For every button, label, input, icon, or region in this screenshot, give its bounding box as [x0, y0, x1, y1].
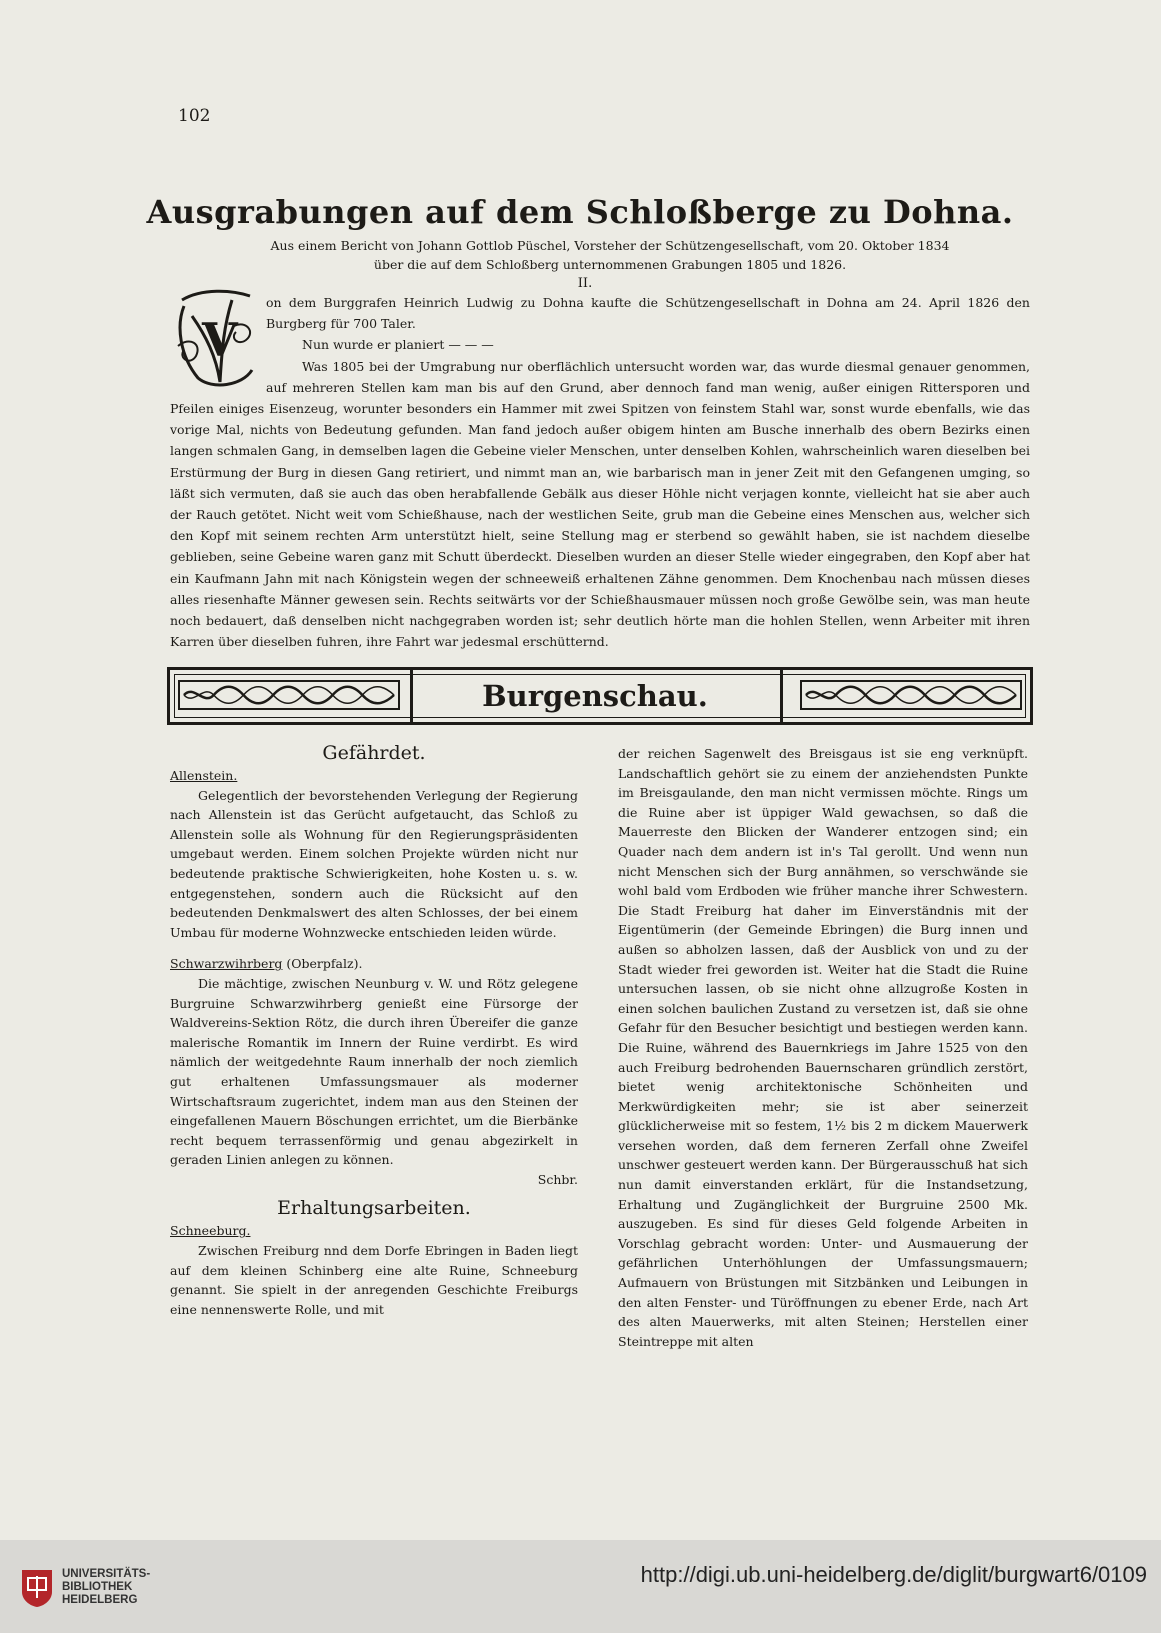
subtitle-line-1: Aus einem Bericht von Johann Gottlob Püschel, Vorsteher der Schützengesellschaft, vom 20. Oktober 1834: [270, 238, 950, 253]
ornamental-initial-icon: [172, 286, 258, 390]
paragraph: on dem Burggrafen Heinrich Ludwig zu Dohna kaufte die Schützengesellschaft in Dohna am 24. April 1826 den Burgberg für 700 Taler.: [266, 295, 1030, 332]
viewer-footer: [0, 1540, 1161, 1633]
article-subtitle: [180, 236, 1040, 274]
source-url-link[interactable]: http://digi.ub.uni-heidelberg.de/diglit/burgwart6/0109: [640, 1562, 1147, 1587]
library-name[interactable]: [62, 1568, 150, 1607]
banner-divider: [410, 670, 413, 722]
scroll-ornament-icon: [178, 680, 400, 710]
university-seal-icon[interactable]: [20, 1568, 54, 1608]
article-title: Ausgrabungen auf dem Schloßberge zu Dohna.: [146, 193, 1014, 231]
library-line: UNIVERSITÄTS-: [62, 1568, 151, 1580]
section-heading-erhaltungsarbeiten: Erhaltungsarbeiten.: [277, 1197, 471, 1220]
library-line: HEIDELBERG: [62, 1594, 138, 1606]
paragraph: Was 1805 bei der Umgrabung nur oberflächlich untersucht worden war, das wurde diesmal genauer genommen, auf mehreren Stellen kam man bis auf den Grund, aber dennoch fand man wenig, außer einigen Rittersporen und Pfeilen einiges Eisenzeug, worunter besonders ein Hammer mit zwei Spitzen von feinstem Stahl war, sonst wurde ebenfalls, wie das vorige Mal, nichts von Bedeutung gefunden. Man fand jedoch außer obigem hinten am Busche innerhalb des obern Bezirks einen langen schmalen Gang, in demselben lagen die Gebeine vieler Menschen, unter denselben Kohlen, wahrscheinlich waren dieselben bei Erstürmung der Burg in diesen Gang retiriert, und nimmt man an, wie barbarisch man in jener Zeit mit den Gefangenen umging, so läßt sich vermuten, daß sie auch das oben herabfallende Gebälk aus dieser Höhle nicht verjagen konnte, vielleicht hat sie aber auch der Rauch getötet. Nicht weit vom Schießhause, nach der westlichen Seite, grub man die Gebeine eines Menschen aus, welcher sich den Kopf mit seinem rechten Arm unterstützt hielt, seine Stellung mag er sterbend so gewählt haben, sie ist nachdem dieselbe geblieben, seine Gebeine waren ganz mit Schutt überdeckt. Dieselben wurden an dieser Stelle wieder eingegraben, den Kopf aber hat ein Kaufmann Jahn mit nach Königstein wegen der schneeweiß erhaltenen Zähne genommen. Dem Knochenbau nach müssen dieses alles riesenhafte Männer gewesen sein. Rechts seitwärts vor der Schießhausmauer müssen noch große Gewölbe sein, was man heute noch bedauert, daß denselben nicht nachgegraben worden ist; sehr deutlich hörte man die hohlen Stellen, wenn Arbeiter mit ihren Karren über dieselben fuhren, ihre Fahrt war jedesmal erschütternd.: [170, 358, 1030, 650]
article-body: [170, 292, 1030, 652]
paragraph: Gelegentlich der bevorstehenden Verlegung der Regierung nach Allenstein ist das Gerücht aufgetaucht, das Schloß zu Allenstein solle als Wohnung für den Regierungspräsidenten umgebaut werden. Einem solchen Projekte würden nicht nur bedeutende praktische Schwierigkeiten, hohe Kosten u. s. w. entgegenstehen, sondern auch die Rücksicht auf den bedeutenden Denkmalswert des alten Schlosses, der bei einem Umbau für moderne Wohnzwecke entschieden leiden würde.: [170, 787, 578, 940]
paragraph: Die mächtige, zwischen Neunburg v. W. und Rötz gelegene Burgruine Schwarzwihrberg genießt eine Fürsorge der Waldvereins-Sektion Rötz, die durch ihren Übereifer die ganze malerische Romantik im Innern der Ruine verdirbt. Es wird nämlich der weitgedehnte Raum innerhalb der noch ziemlich gut erhaltenen Umfassungsmauer als moderner Wirtschaftsraum zugerichtet, indem man aus den Steinen der eingefallenen Mauern Böschungen errichtet, um die Bierbänke recht bequem terrassenförmig und genau abgezirkelt in geraden Linien anlegen zu können.: [170, 975, 578, 1168]
scroll-ornament-icon: [800, 680, 1022, 710]
banner-divider: [780, 670, 783, 722]
paragraph: Nun wurde er planiert — — —: [302, 337, 494, 353]
place-heading-schwarzwihrberg: Schwarzwihrberg: [170, 956, 283, 972]
banner-title: Burgenschau.: [482, 679, 708, 713]
place-note: (Oberpfalz).: [282, 956, 363, 972]
right-column: [618, 744, 1028, 1351]
page-number: 102: [178, 106, 211, 126]
author-signature: Schbr.: [537, 1171, 578, 1187]
place-heading-schneeburg: Schneeburg.: [170, 1223, 251, 1239]
paragraph: Zwischen Freiburg nnd dem Dorfe Ebringen in Baden liegt auf dem kleinen Schinberg eine alte Ruine, Schneeburg genannt. Sie spielt in der anregenden Geschichte Freiburgs eine nennenswerte Rolle, und mit: [170, 1243, 578, 1317]
dropcap-letter: V: [202, 313, 238, 367]
section-heading-gefaehrdet: Gefährdet.: [322, 742, 426, 764]
place-heading-allenstein: Allenstein.: [170, 768, 238, 783]
place-line-schwarzwihrberg: [170, 954, 578, 974]
library-line: BIBLIOTHEK: [62, 1581, 133, 1593]
paragraph: der reichen Sagenwelt des Breisgaus ist sie eng verknüpft. Landschaftlich gehört sie zu einem der anziehendsten Punkte im Breisgaulande, den man nicht vermissen möchte. Rings um die Ruine aber ist üppiger Wald gewachsen, so daß die Mauerreste den Blicken der Wanderer entzogen sind; ein Quader nach dem andern ist in's Tal gerollt. Und wenn nun nicht Menschen sich der Burg annähmen, so verschwände sie wohl bald vom Erdboden wie früher manche ihrer Schwestern. Die Stadt Freiburg hat daher im Einverständnis mit der Eigentümerin (der Gemeinde Ebringen) die Burg innen und außen so abholzen lassen, daß der Ausblick von und zu der Stadt wieder frei geworden ist. Weiter hat die Stadt die Ruine untersuchen lassen, ob sie nicht ohne allzugroße Kosten in einen solchen baulichen Zustand zu versetzen ist, daß sie ohne Gefahr für den Besucher besichtigt und bestiegen werden kann. Die Ruine, während des Bauernkriegs im Jahre 1525 von den auch Freiburg bedrohenden Bauernscharen gründlich zerstört, bietet wenig architektonische Schönheiten und Merkwürdigkeiten mehr; sie ist aber seinerzeit glücklicherweise mit so festem, 1½ bis 2 m dickem Mauerwerk versehen worden, daß dem ferneren Zerfall ohne Zweifel unschwer gesteuert werden kann. Der Bürgerausschuß hat sich nun damit einverstanden erklärt, für die Instandsetzung, Erhaltung und Zugänglichkeit der Burgruine 2500 Mk. auszugeben. Es sind für dieses Geld folgende Arbeiten in Vorschlag gebracht worden: Unter- und Ausmauerung der gefährlichen Unterhöhlungen der Umfassungsmauern; Aufmauern von Brüstungen mit Sitzbänken und Leibungen in den alten Fenster- und Türöffnungen zu ebener Erde, nach Art des alten Mauerwerks, mit alten Steinen; Herstellen einer Steintreppe mit alten: [618, 746, 1028, 1349]
section-banner: [167, 667, 1033, 725]
section-number: II.: [577, 276, 593, 291]
left-column: [170, 740, 578, 1319]
subtitle-line-2: über die auf dem Schloßberg unternommenen Grabungen 1805 und 1826.: [373, 257, 847, 272]
